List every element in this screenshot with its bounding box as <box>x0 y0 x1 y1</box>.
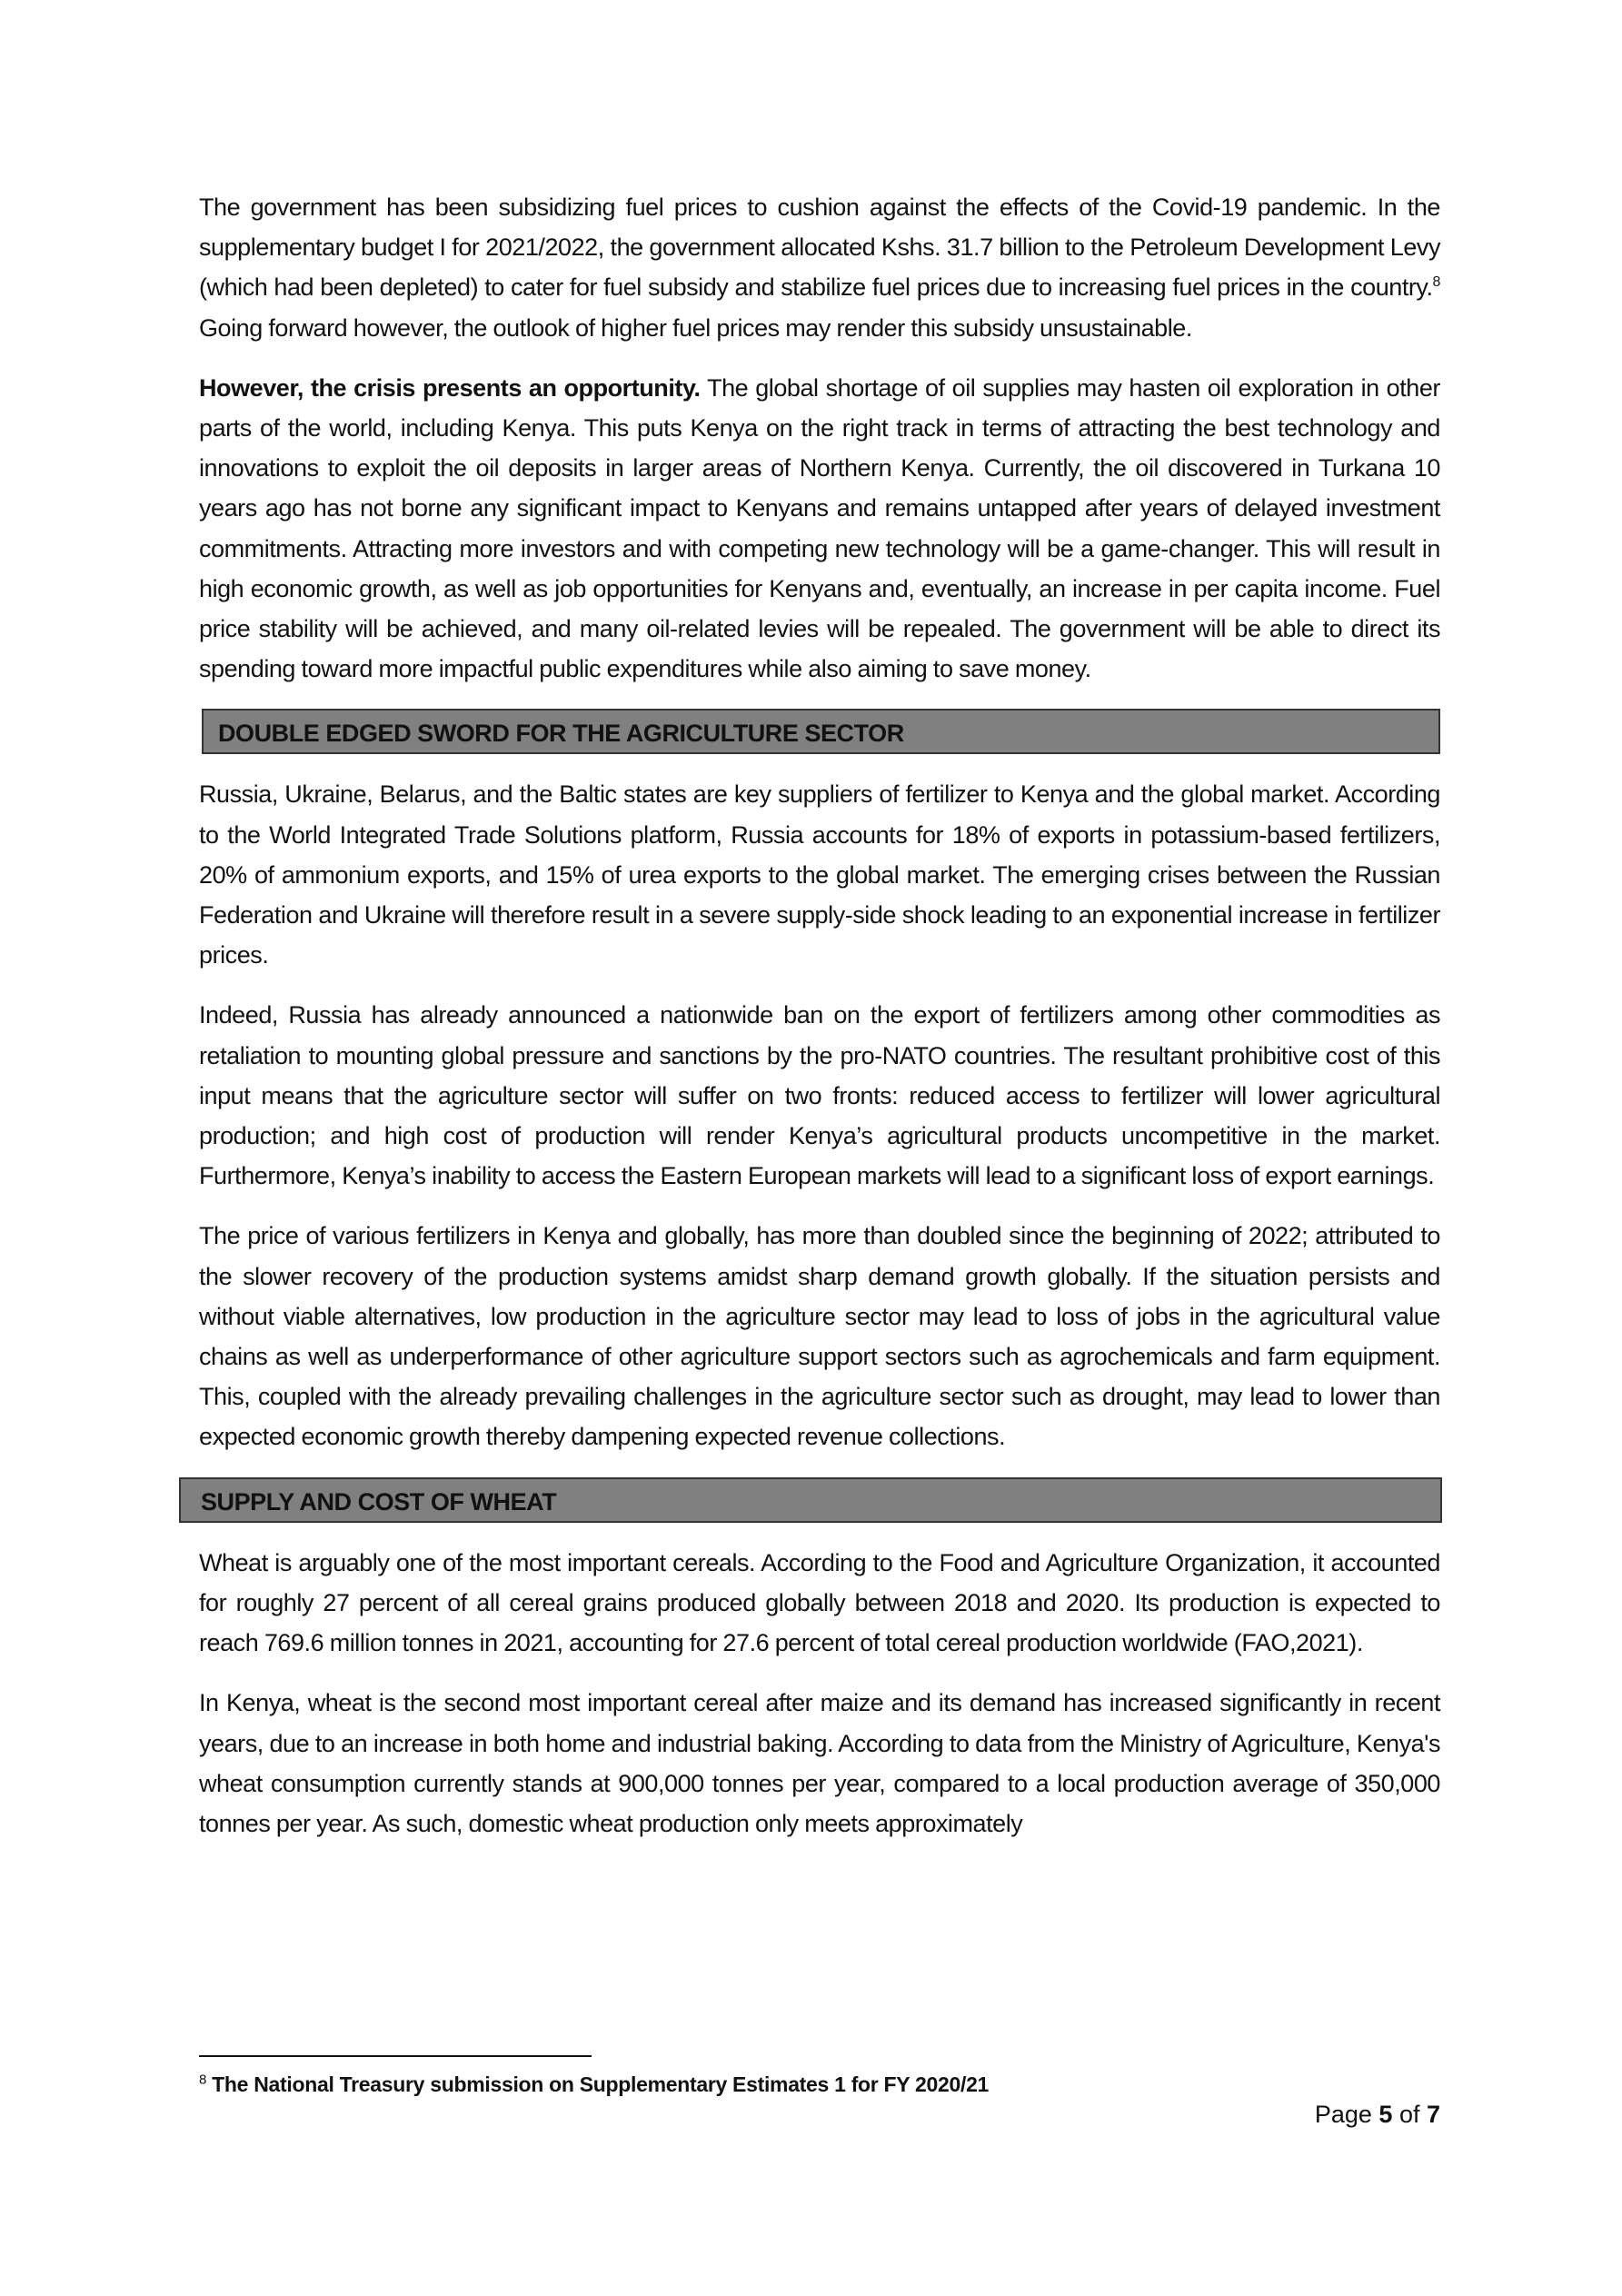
paragraph-text: The government has been subsidizing fuel prices to cushion against the effects of the Covid-19 pandemic. In the supplementary budget I for 2021/2022, the government allocated Kshs. 31.7 billion to the Petroleum Development Levy (which had been depleted) to cater for fuel subsidy and stabilize fuel prices due to increasing fuel prices in the country. <box>199 194 1440 302</box>
paragraph-export-ban: Indeed, Russia has already announced a nationwide ban on the export of fertilizers among other commodities as retaliation to mounting global pressure and sanctions by the pro-NATO countries. The resultant prohibitive cost of this input means that the agriculture sector will suffer on two fronts: reduced access to fertilizer will lower agricultural production; and high cost of production will render Kenya’s agricultural products uncompetitive in the market. Furthermore, Kenya’s inability to access the Eastern European markets will lead to a significant loss of export earnings. <box>199 1001 1440 1190</box>
paragraph-fertilizer-suppliers: Russia, Ukraine, Belarus, and the Baltic states are key suppliers of fertilizer to Kenya and the global market. According to the World Integrated Trade Solutions platform, Russia accounts for 18% of exports in potassium-based fertilizers, 20% of ammonium exports, and 15% of urea exports to the global market. The emerging crises between the Russian Federation and Ukraine will therefore result in a severe supply-side shock leading to an exponential increase in fertilizer prices. <box>199 780 1440 969</box>
page-number-middle: of <box>1392 2101 1427 2128</box>
paragraph-fertilizer-prices: The price of various fertilizers in Kenya and globally, has more than doubled since the beginning of 2022; attributed to the slower recovery of the production systems amidst sharp demand growth globally. If the situation persists and without viable alternatives, low production in the agriculture sector may lead to loss of jobs in the agricultural value chains as well as underperformance of other agriculture support sectors such as agrochemicals and farm equipment. This, coupled with the already prevailing challenges in the agriculture sector such as drought, may lead to lower than expected economic growth thereby dampening expected revenue collections. <box>199 1222 1440 1451</box>
page-number <box>1315 2101 1440 2129</box>
document-body <box>199 187 1440 1864</box>
page-number-prefix: Page <box>1314 2101 1379 2128</box>
paragraph-lead-bold: However, the crisis presents an opportunity. <box>199 373 701 402</box>
page-number-current: 5 <box>1378 2101 1393 2128</box>
footnote <box>199 2072 989 2097</box>
section-heading-agriculture: DOUBLE EDGED SWORD FOR THE AGRICULTURE SECTOR <box>202 709 1440 754</box>
paragraph-text: The global shortage of oil supplies may hasten oil exploration in other parts of the world, including Kenya. This puts Kenya on the right track in terms of attracting the best technology and innovations to exploit the oil deposits in larger areas of Northern Kenya. Currently, the oil discovered in Turkana 10 years ago has not borne any significant impact to Kenyans and remains untapped after years of delayed investment commitments. Attracting more investors and with competing new technology will be a game-changer. This will result in high economic growth, as well as job opportunities for Kenyans and, eventually, an increase in per capita income. Fuel price stability will be achieved, and many oil-related levies will be repealed. The government will be able to direct its spending toward more impactful public expenditures while also aiming to save money. <box>199 373 1440 683</box>
paragraph-opportunity <box>199 368 1440 690</box>
paragraph-wheat-kenya: In Kenya, wheat is the second most important cereal after maize and its demand has increased significantly in recent years, due to an increase in both home and industrial baking. According to data from the Ministry of Agriculture, Kenya's wheat consumption currently stands at 900,000 tonnes per year, compared to a local production average of 350,000 tonnes per year. As such, domestic wheat production only meets approximately <box>199 1689 1440 1837</box>
paragraph-fuel-subsidy <box>199 187 1440 348</box>
section-heading-wheat: SUPPLY AND COST OF WHEAT <box>179 1477 1442 1523</box>
footnote-text: The National Treasury submission on Supplementary Estimates 1 for FY 2020/21 <box>212 2072 990 2096</box>
footnote-reference[interactable]: 8 <box>1432 274 1440 291</box>
page-number-total: 7 <box>1426 2101 1440 2128</box>
footnote-marker: 8 <box>199 2072 207 2088</box>
footnote-separator <box>199 2055 592 2057</box>
paragraph-text: Going forward however, the outlook of higher fuel prices may render this subsidy unsustainable. <box>199 313 1192 342</box>
paragraph-wheat-global: Wheat is arguably one of the most important cereals. According to the Food and Agriculture Organization, it accounted for roughly 27 percent of all cereal grains produced globally between 2018 and 2020. Its production is expected to reach 769.6 million tonnes in 2021, accounting for 27.6 percent of total cereal production worldwide (FAO,2021). <box>199 1548 1440 1657</box>
